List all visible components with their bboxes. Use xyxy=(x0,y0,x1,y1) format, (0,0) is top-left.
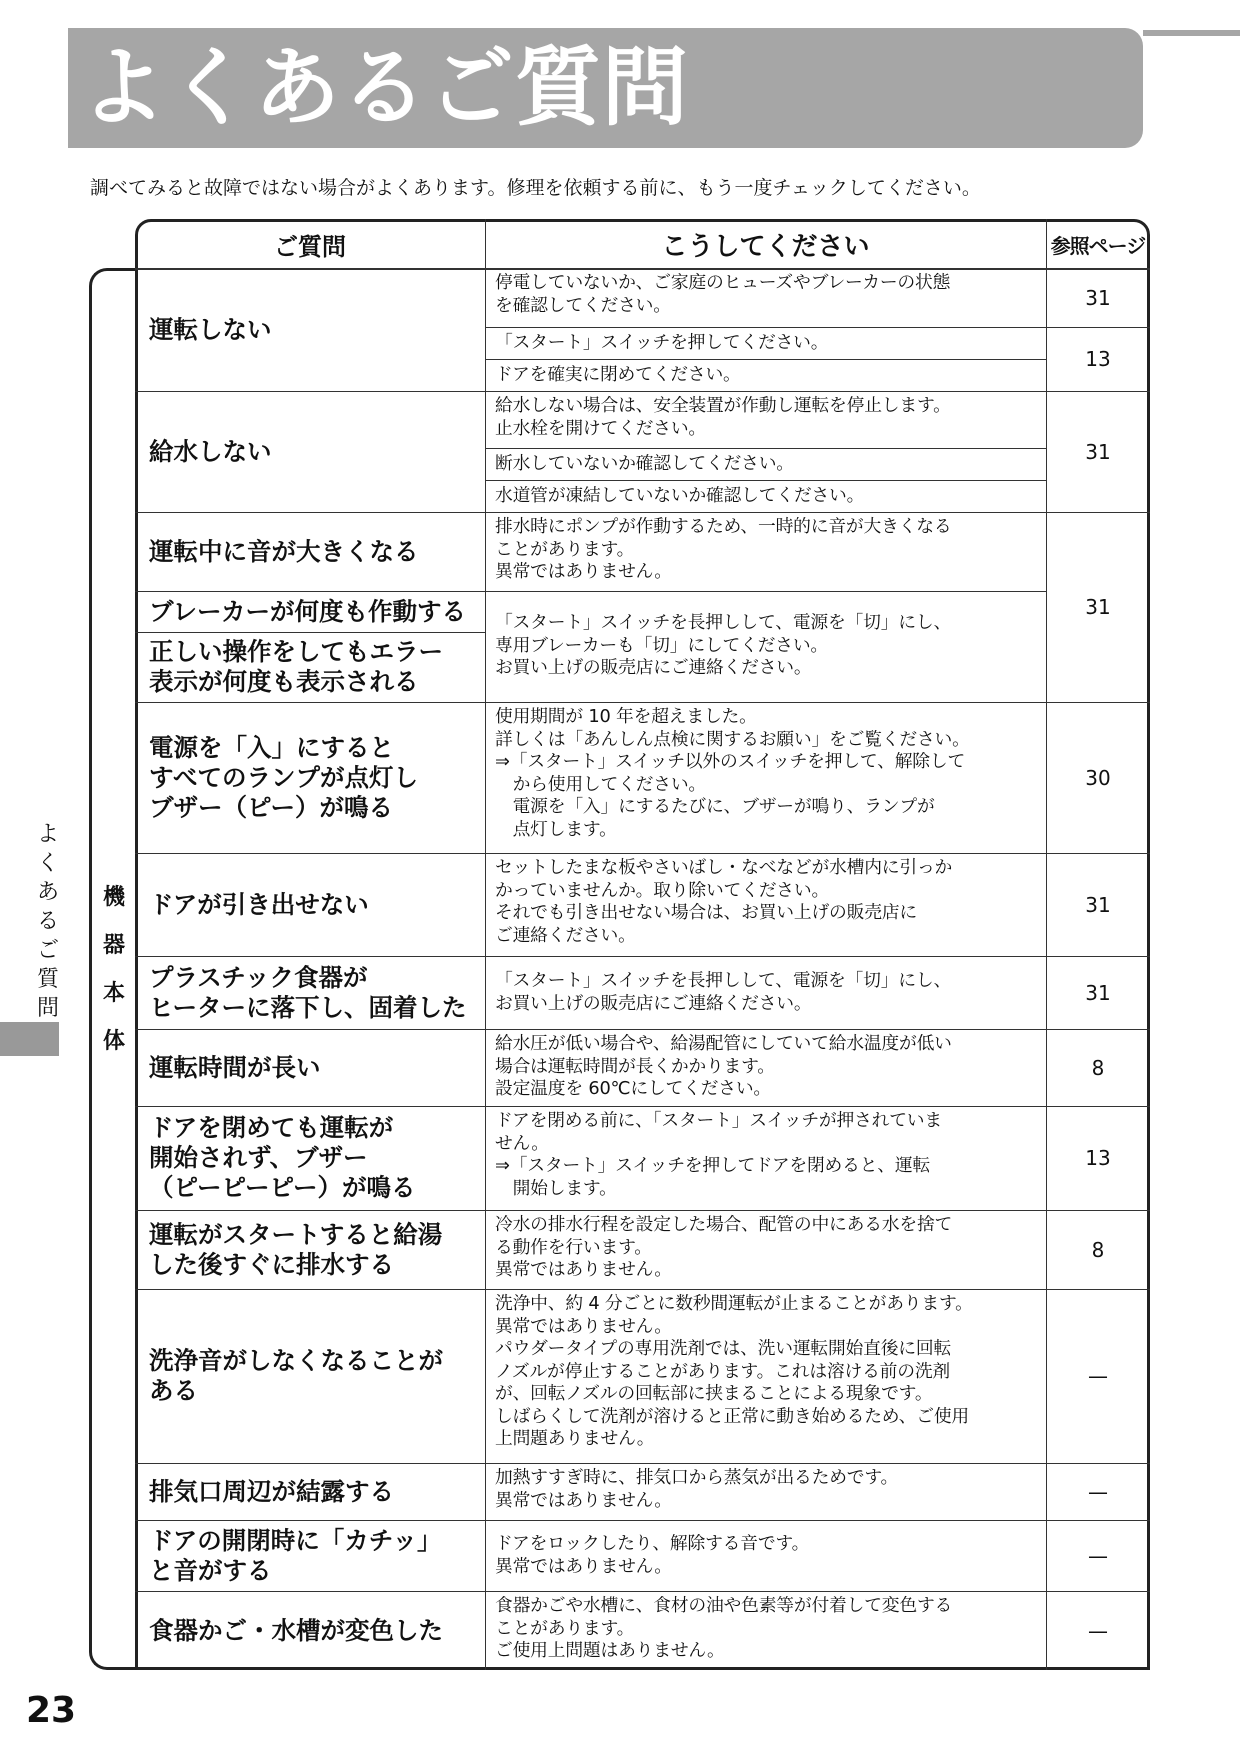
question-cell: ブレーカーが何度も作動する xyxy=(149,596,467,626)
answer-cell: 給水しない場合は、安全装置が作動し運転を停止します。 止水栓を開けてください。 xyxy=(495,395,951,439)
question-cell: 洗浄音がしなくなることが ある xyxy=(149,1346,443,1405)
answer-cell: 給水圧が低い場合や、給湯配管にしていて給水温度が低い 場合は運転時間が長くかかります。 設定温度を 60℃にしてください。 xyxy=(495,1033,952,1099)
question-cell: 排気口周辺が結露する xyxy=(149,1476,394,1506)
page-ref-cell: — xyxy=(1088,1618,1108,1643)
answer-cell: 停電していないか、ご家庭のヒューズやブレーカーの状態 を確認してください。 xyxy=(495,272,951,316)
page-ref-cell: — xyxy=(1088,1364,1108,1388)
column-header-answer: こうしてください xyxy=(661,231,870,262)
answer-cell: 「スタート」スイッチを押してください。 xyxy=(495,332,829,353)
side-label-char: 体 xyxy=(102,1029,125,1054)
question-cell: 運転しない xyxy=(149,314,272,344)
question-cell: プラスチック食器が ヒーターに落下し、固着した xyxy=(149,962,467,1022)
page-ref-cell: — xyxy=(1088,1479,1108,1504)
page-ref-cell: 30 xyxy=(1085,765,1111,790)
page-ref-cell: 31 xyxy=(1085,980,1111,1005)
answer-cell: ドアを確実に閉めてください。 xyxy=(495,364,741,385)
page-title: よくあるご質問 xyxy=(80,38,689,138)
answer-cell: 食器かごや水槽に、食材の油や色素等が付着して変色する ことがあります。 ご使用上問題はありません。 xyxy=(495,1595,953,1661)
title-bar-line xyxy=(1143,30,1240,36)
intro-text: 調べてみると故障ではない場合がよくあります。修理を依頼する前に、もう一度チェックしてください。 xyxy=(90,177,981,199)
answer-cell: 洗浄中、約 4 分ごとに数秒間運転が止まることがあります。 異常ではありません。 パウダータイプの専用洗剤では、洗い運転開始直後に回転 ノズルが停止することがあります。これは溶ける前の洗剤 が、回転ノズルの回転部に挟まることによる現象です。 しばらくして洗剤が溶けると正常に動き始めるため、ご使用 上問題ありません。 xyxy=(495,1293,973,1449)
question-cell: 運転がスタートすると給湯 した後すぐに排水する xyxy=(149,1219,443,1279)
answer-cell: ドアを閉める前に、「スタート」スイッチが押されていま せん。 ⇒「スタート」スイッチを押してドアを閉めると、運転 開始します。 xyxy=(495,1110,942,1199)
page-ref-cell: 31 xyxy=(1085,285,1111,310)
question-cell: ドアを閉めても運転が 開始されず、ブザー （ピーピーピー）が鳴る xyxy=(149,1113,416,1202)
page-ref-cell: 31 xyxy=(1085,439,1111,464)
page-ref-cell: 31 xyxy=(1085,595,1111,619)
answer-cell: 水道管が凍結していないか確認してください。 xyxy=(495,485,865,506)
question-cell: 電源を「入」にすると すべてのランプが点灯し ブザー（ピー）が鳴る xyxy=(149,732,419,822)
question-cell: 運転中に音が大きくなる xyxy=(149,536,419,566)
answer-cell: ドアをロックしたり、解除する音です。 異常ではありません。 xyxy=(495,1533,810,1577)
answer-cell: セットしたまな板やさいばし・なべなどが水槽内に引っか かっていませんか。取り除いてください。 それでも引き出せない場合は、お買い上げの販売店に ご連絡ください。 xyxy=(495,857,953,946)
question-cell: 正しい操作をしてもエラー 表示が何度も表示される xyxy=(149,637,443,696)
page-ref-cell: 8 xyxy=(1091,1055,1105,1080)
sub-row-divider xyxy=(485,480,1046,481)
column-header-question: ご質問 xyxy=(274,232,346,261)
page-ref-cell: 13 xyxy=(1085,347,1111,371)
page-number: 23 xyxy=(26,1690,77,1731)
question-cell: 食器かご・水槽が変色した xyxy=(149,1615,443,1645)
answer-cell: 排水時にポンプが作動するため、一時的に音が大きくなる ことがあります。 異常ではありません。 xyxy=(495,516,952,582)
margin-section-label: よ く あ る ご 質 問 xyxy=(36,822,59,1021)
column-header-page: 参照ページ xyxy=(1050,233,1146,258)
answer-cell: 使用期間が 10 年を超えました。 詳しくは「あんしん点検に関するお願い」をご覧ください。 ⇒「スタート」スイッチ以外のスイッチを押して、解除して から使用してください。 電源を「入」にするたびに、ブザーが鳴り、ランプが 点灯します。 xyxy=(495,706,970,840)
page-ref-cell: 31 xyxy=(1085,892,1111,917)
question-cell: ドアの開閉時に「カチッ」 と音がする xyxy=(149,1525,442,1585)
page-ref-cell: — xyxy=(1088,1543,1108,1568)
answer-cell: 「スタート」スイッチを長押しして、電源を「切」にし、 専用ブレーカーも「切」にしてください。 お買い上げの販売店にご連絡ください。 xyxy=(495,612,952,678)
page-ref-cell: 8 xyxy=(1091,1237,1105,1262)
column-divider xyxy=(485,219,486,1670)
side-label-char: 機 xyxy=(102,885,125,910)
question-cell: 運転時間が長い xyxy=(149,1052,321,1082)
margin-section-tab xyxy=(0,1022,59,1056)
side-label-char: 本 xyxy=(102,981,125,1006)
question-cell: 給水しない xyxy=(149,436,272,466)
answer-cell: 冷水の排水行程を設定した場合、配管の中にある水を捨て る動作を行います。 異常ではありません。 xyxy=(495,1214,953,1280)
sub-row-divider xyxy=(485,448,1046,449)
sub-row-divider xyxy=(485,359,1046,360)
side-bracket xyxy=(89,268,135,1670)
page-ref-cell: 13 xyxy=(1085,1146,1111,1170)
answer-cell: 「スタート」スイッチを長押しして、電源を「切」にし、 お買い上げの販売店にご連絡ください。 xyxy=(495,970,952,1014)
answer-cell: 断水していないか確認してください。 xyxy=(495,453,794,474)
question-cell: ドアが引き出せない xyxy=(149,889,369,919)
answer-cell: 加熱すすぎ時に、排気口から蒸気が出るためです。 異常ではありません。 xyxy=(495,1467,899,1511)
side-label-char: 器 xyxy=(102,933,125,958)
